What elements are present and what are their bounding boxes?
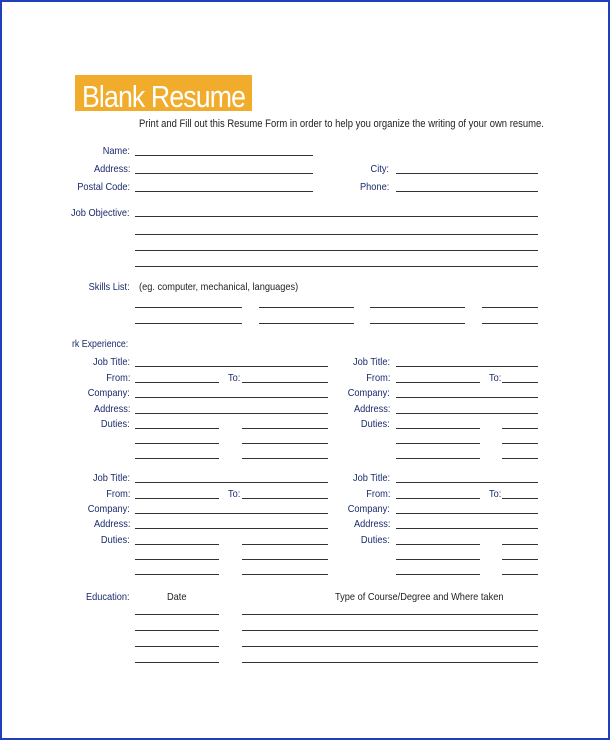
duties-line[interactable] xyxy=(502,428,538,429)
duties-label: Duties: xyxy=(101,534,130,546)
education-course-line[interactable] xyxy=(242,662,538,663)
company-label: Company: xyxy=(87,387,130,399)
skill-line[interactable] xyxy=(135,307,242,308)
from-field[interactable] xyxy=(396,382,480,383)
duties-line[interactable] xyxy=(242,574,328,575)
job-title-field[interactable] xyxy=(135,482,328,483)
duties-line[interactable] xyxy=(135,559,219,560)
skill-line[interactable] xyxy=(482,307,538,308)
company-label: Company: xyxy=(347,503,390,515)
duties-line[interactable] xyxy=(242,544,328,545)
company-field[interactable] xyxy=(396,397,538,398)
page-subtitle: Print and Fill out this Resume Form in order to help you organize the writing of your own resume. xyxy=(139,118,544,130)
to-field[interactable] xyxy=(502,498,538,499)
duties-line[interactable] xyxy=(396,544,480,545)
from-label: From: xyxy=(365,488,390,500)
duties-line[interactable] xyxy=(135,428,219,429)
address-label: Address: xyxy=(93,163,130,175)
objective-line-4[interactable] xyxy=(135,266,538,267)
duties-line[interactable] xyxy=(502,544,538,545)
job-title-label: Job Title: xyxy=(353,356,390,368)
company-field[interactable] xyxy=(396,513,538,514)
to-label: To: xyxy=(489,372,502,384)
from-label: From: xyxy=(105,488,130,500)
from-field[interactable] xyxy=(135,382,219,383)
skill-line[interactable] xyxy=(259,323,354,324)
duties-line[interactable] xyxy=(242,559,328,560)
phone-field[interactable] xyxy=(396,191,538,192)
city-label: City: xyxy=(370,163,389,175)
company-label: Company: xyxy=(347,387,390,399)
from-field[interactable] xyxy=(396,498,480,499)
education-date-line[interactable] xyxy=(135,630,219,631)
duties-label: Duties: xyxy=(361,534,390,546)
duties-label: Duties: xyxy=(361,418,390,430)
work-address-field[interactable] xyxy=(396,528,538,529)
phone-label: Phone: xyxy=(359,181,389,193)
duties-line[interactable] xyxy=(396,428,480,429)
work-address-label: Address: xyxy=(93,518,130,530)
from-field[interactable] xyxy=(135,498,219,499)
job-title-field[interactable] xyxy=(135,366,328,367)
name-field[interactable] xyxy=(135,155,313,156)
education-course-line[interactable] xyxy=(242,646,538,647)
duties-line[interactable] xyxy=(396,458,480,459)
duties-line[interactable] xyxy=(135,574,219,575)
duties-line[interactable] xyxy=(502,559,538,560)
duties-line[interactable] xyxy=(242,443,328,444)
duties-line[interactable] xyxy=(242,428,328,429)
to-label: To: xyxy=(228,488,241,500)
duties-label: Duties: xyxy=(101,418,130,430)
company-field[interactable] xyxy=(135,513,328,514)
from-label: From: xyxy=(105,372,130,384)
job-title-label: Job Title: xyxy=(353,472,390,484)
work-address-label: Address: xyxy=(353,403,390,415)
date-column-header: Date xyxy=(167,591,187,603)
job-title-field[interactable] xyxy=(396,482,538,483)
to-label: To: xyxy=(228,372,241,384)
skills-label: Skills List: xyxy=(88,281,130,293)
duties-line[interactable] xyxy=(502,443,538,444)
job-title-label: Job Title: xyxy=(93,356,130,368)
education-course-line[interactable] xyxy=(242,614,538,615)
duties-line[interactable] xyxy=(396,443,480,444)
postal-code-field[interactable] xyxy=(135,191,313,192)
education-course-line[interactable] xyxy=(242,630,538,631)
duties-line[interactable] xyxy=(396,574,480,575)
education-date-line[interactable] xyxy=(135,614,219,615)
to-field[interactable] xyxy=(242,382,328,383)
job-objective-label: Job Objective: xyxy=(71,207,130,219)
job-title-label: Job Title: xyxy=(93,472,130,484)
education-label: Education: xyxy=(86,591,130,603)
skill-line[interactable] xyxy=(370,323,465,324)
work-address-field[interactable] xyxy=(396,413,538,414)
skill-line[interactable] xyxy=(135,323,242,324)
duties-line[interactable] xyxy=(396,559,480,560)
company-label: Company: xyxy=(87,503,130,515)
duties-line[interactable] xyxy=(135,544,219,545)
work-address-field[interactable] xyxy=(135,528,328,529)
work-address-label: Address: xyxy=(93,403,130,415)
duties-line[interactable] xyxy=(135,443,219,444)
address-field[interactable] xyxy=(135,173,313,174)
duties-line[interactable] xyxy=(242,458,328,459)
to-label: To: xyxy=(489,488,502,500)
skill-line[interactable] xyxy=(370,307,465,308)
page-title: Blank Resume xyxy=(82,79,246,114)
duties-line[interactable] xyxy=(502,458,538,459)
work-address-label: Address: xyxy=(353,518,390,530)
name-label: Name: xyxy=(102,145,130,157)
course-column-header: Type of Course/Degree and Where taken xyxy=(335,591,504,603)
education-date-line[interactable] xyxy=(135,662,219,663)
objective-line-1[interactable] xyxy=(135,216,538,217)
duties-line[interactable] xyxy=(502,574,538,575)
skill-line[interactable] xyxy=(482,323,538,324)
company-field[interactable] xyxy=(135,397,328,398)
objective-line-3[interactable] xyxy=(135,250,538,251)
education-date-line[interactable] xyxy=(135,646,219,647)
work-experience-label: rk Experience: xyxy=(72,339,129,350)
job-title-field[interactable] xyxy=(396,366,538,367)
skills-hint: (eg. computer, mechanical, languages) xyxy=(139,281,299,293)
to-field[interactable] xyxy=(242,498,328,499)
objective-line-2[interactable] xyxy=(135,234,538,235)
postal-code-label: Postal Code: xyxy=(77,181,130,193)
skill-line[interactable] xyxy=(259,307,354,308)
city-field[interactable] xyxy=(396,173,538,174)
from-label: From: xyxy=(365,372,390,384)
duties-line[interactable] xyxy=(135,458,219,459)
work-address-field[interactable] xyxy=(135,413,328,414)
to-field[interactable] xyxy=(502,382,538,383)
